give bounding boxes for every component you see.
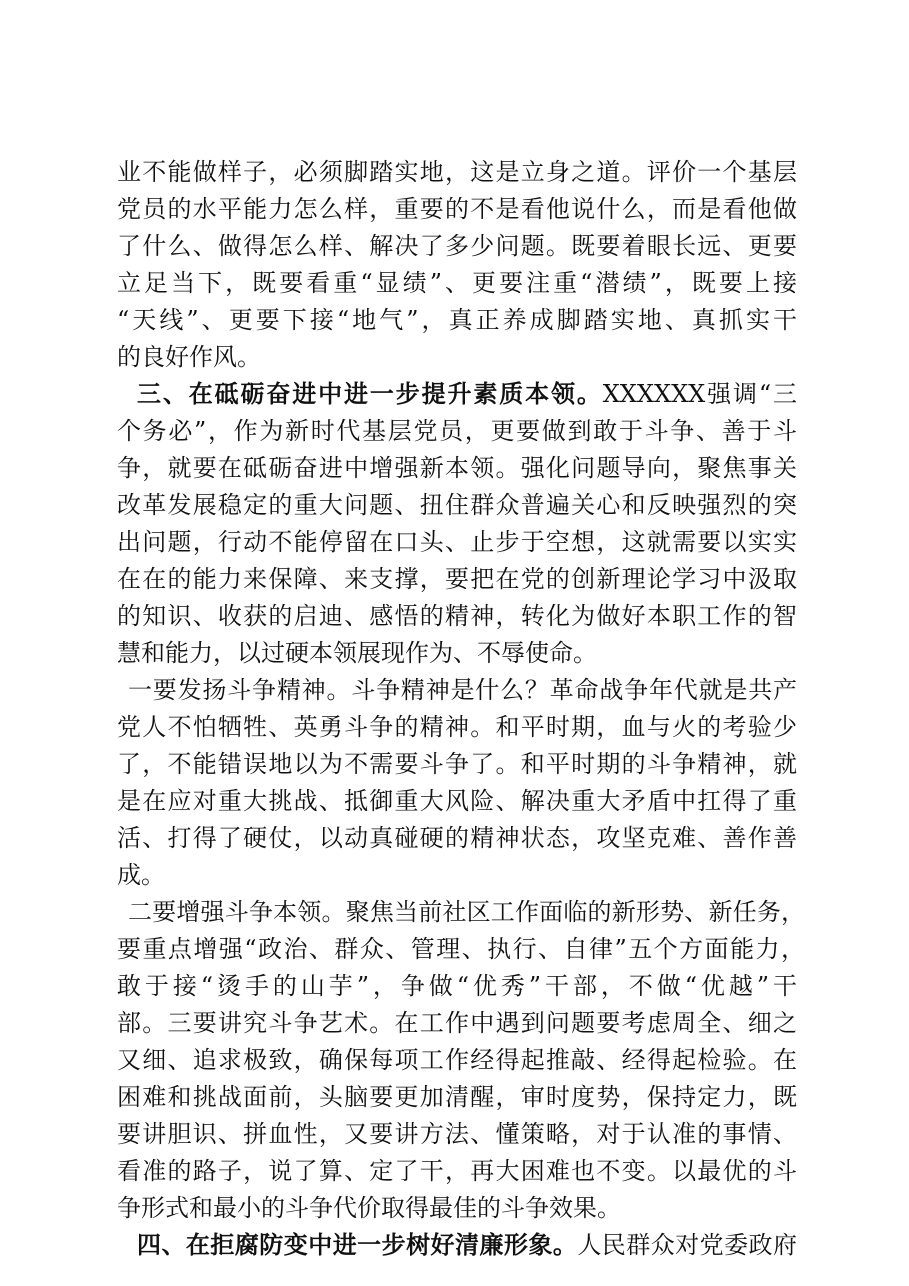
text-line: 个务必”，作为新时代基层党员，更要做到敢于斗争、善于斗 [117,417,797,445]
text-line: 二要增强斗争本领。聚焦当前社区工作面临的新形势、新任务， [128,898,805,926]
heading-3-text: XXXXXX强调“三 [602,380,797,408]
text-line: 争形式和最小的斗争代价取得最佳的斗争效果。 [117,1194,621,1222]
text-line: 争，就要在砥砺奋进中增强新本领。强化问题导向，聚焦事关 [117,454,797,482]
section-heading-3 [137,374,797,414]
text-line: 要讲胆识、拼血性，又要讲方法、懂策略，对于认准的事情、 [117,1120,797,1148]
text-line: 活、打得了硬仗，以动真碰硬的精神状态，攻坚克难、善作善 [117,824,797,852]
text-line: 立足当下，既要看重“显绩”、更要注重“潜绩”，既要上接 [117,269,797,297]
text-line: 的知识、收获的启迪、感悟的精神，转化为做好本职工作的智 [117,602,797,630]
text-line: 改革发展稳定的重大问题、扭住群众普遍关心和反映强烈的突 [117,491,797,519]
text-line: 党员的水平能力怎么样，重要的不是看他说什么，而是看他做 [117,195,797,223]
text-line: 又细、追求极致，确保每项工作经得起推敲、经得起检验。在 [117,1046,797,1074]
text-line: 看准的路子，说了算、定了干，再大困难也不变。以最优的斗 [117,1157,797,1185]
text-line: 部。三要讲究斗争艺术。在工作中遇到问题要考虑周全、细之 [117,1009,797,1037]
text-line: 慧和能力，以过硬本领展现作为、不辱使命。 [117,639,597,667]
text-line: 敢于接“烫手的山芋”，争做“优秀”干部，不做“优越”干 [117,972,797,1000]
text-line: 了什么、做得怎么样、解决了多少问题。既要着眼长远、更要 [117,232,797,260]
text-line: 在在的能力来保障、来支撑，要把在党的创新理论学习中汲取 [117,565,797,593]
text-line: 是在应对重大挑战、抵御重大风险、解决重大矛盾中扛得了重 [117,787,797,815]
text-line: 业不能做样子，必须脚踏实地，这是立身之道。评价一个基层 [117,158,797,186]
text-line: 的良好作风。 [117,343,261,371]
text-line: 困难和挑战面前，头脑要更加清醒，审时度势，保持定力，既 [117,1083,797,1111]
heading-4-text: 人民群众对党委政府 [577,1231,797,1259]
text-line: 一要发扬斗争精神。斗争精神是什么？革命战争年代就是共产 [128,676,797,704]
text-line: 党人不怕牺牲、英勇斗争的精神。和平时期，血与火的考验少 [117,713,797,741]
text-line: 了，不能错误地以为不需要斗争了。和平时期的斗争精神，就 [117,750,797,778]
section-heading-4 [137,1225,797,1265]
text-line: 出问题，行动不能停留在口头、止步于空想，这就需要以实实 [117,528,797,556]
text-line: 成。 [117,861,165,889]
text-line: 要重点增强“政治、群众、管理、执行、自律”五个方面能力， [117,935,805,963]
heading-3-title: 三、在砥砺奋进中进一步提升素质本领。 [137,380,603,408]
heading-4-title: 四、在拒腐防变中进一步树好清廉形象。 [137,1231,578,1259]
text-line: “天线”、更要下接“地气”，真正养成脚踏实地、真抓实干 [117,306,797,334]
